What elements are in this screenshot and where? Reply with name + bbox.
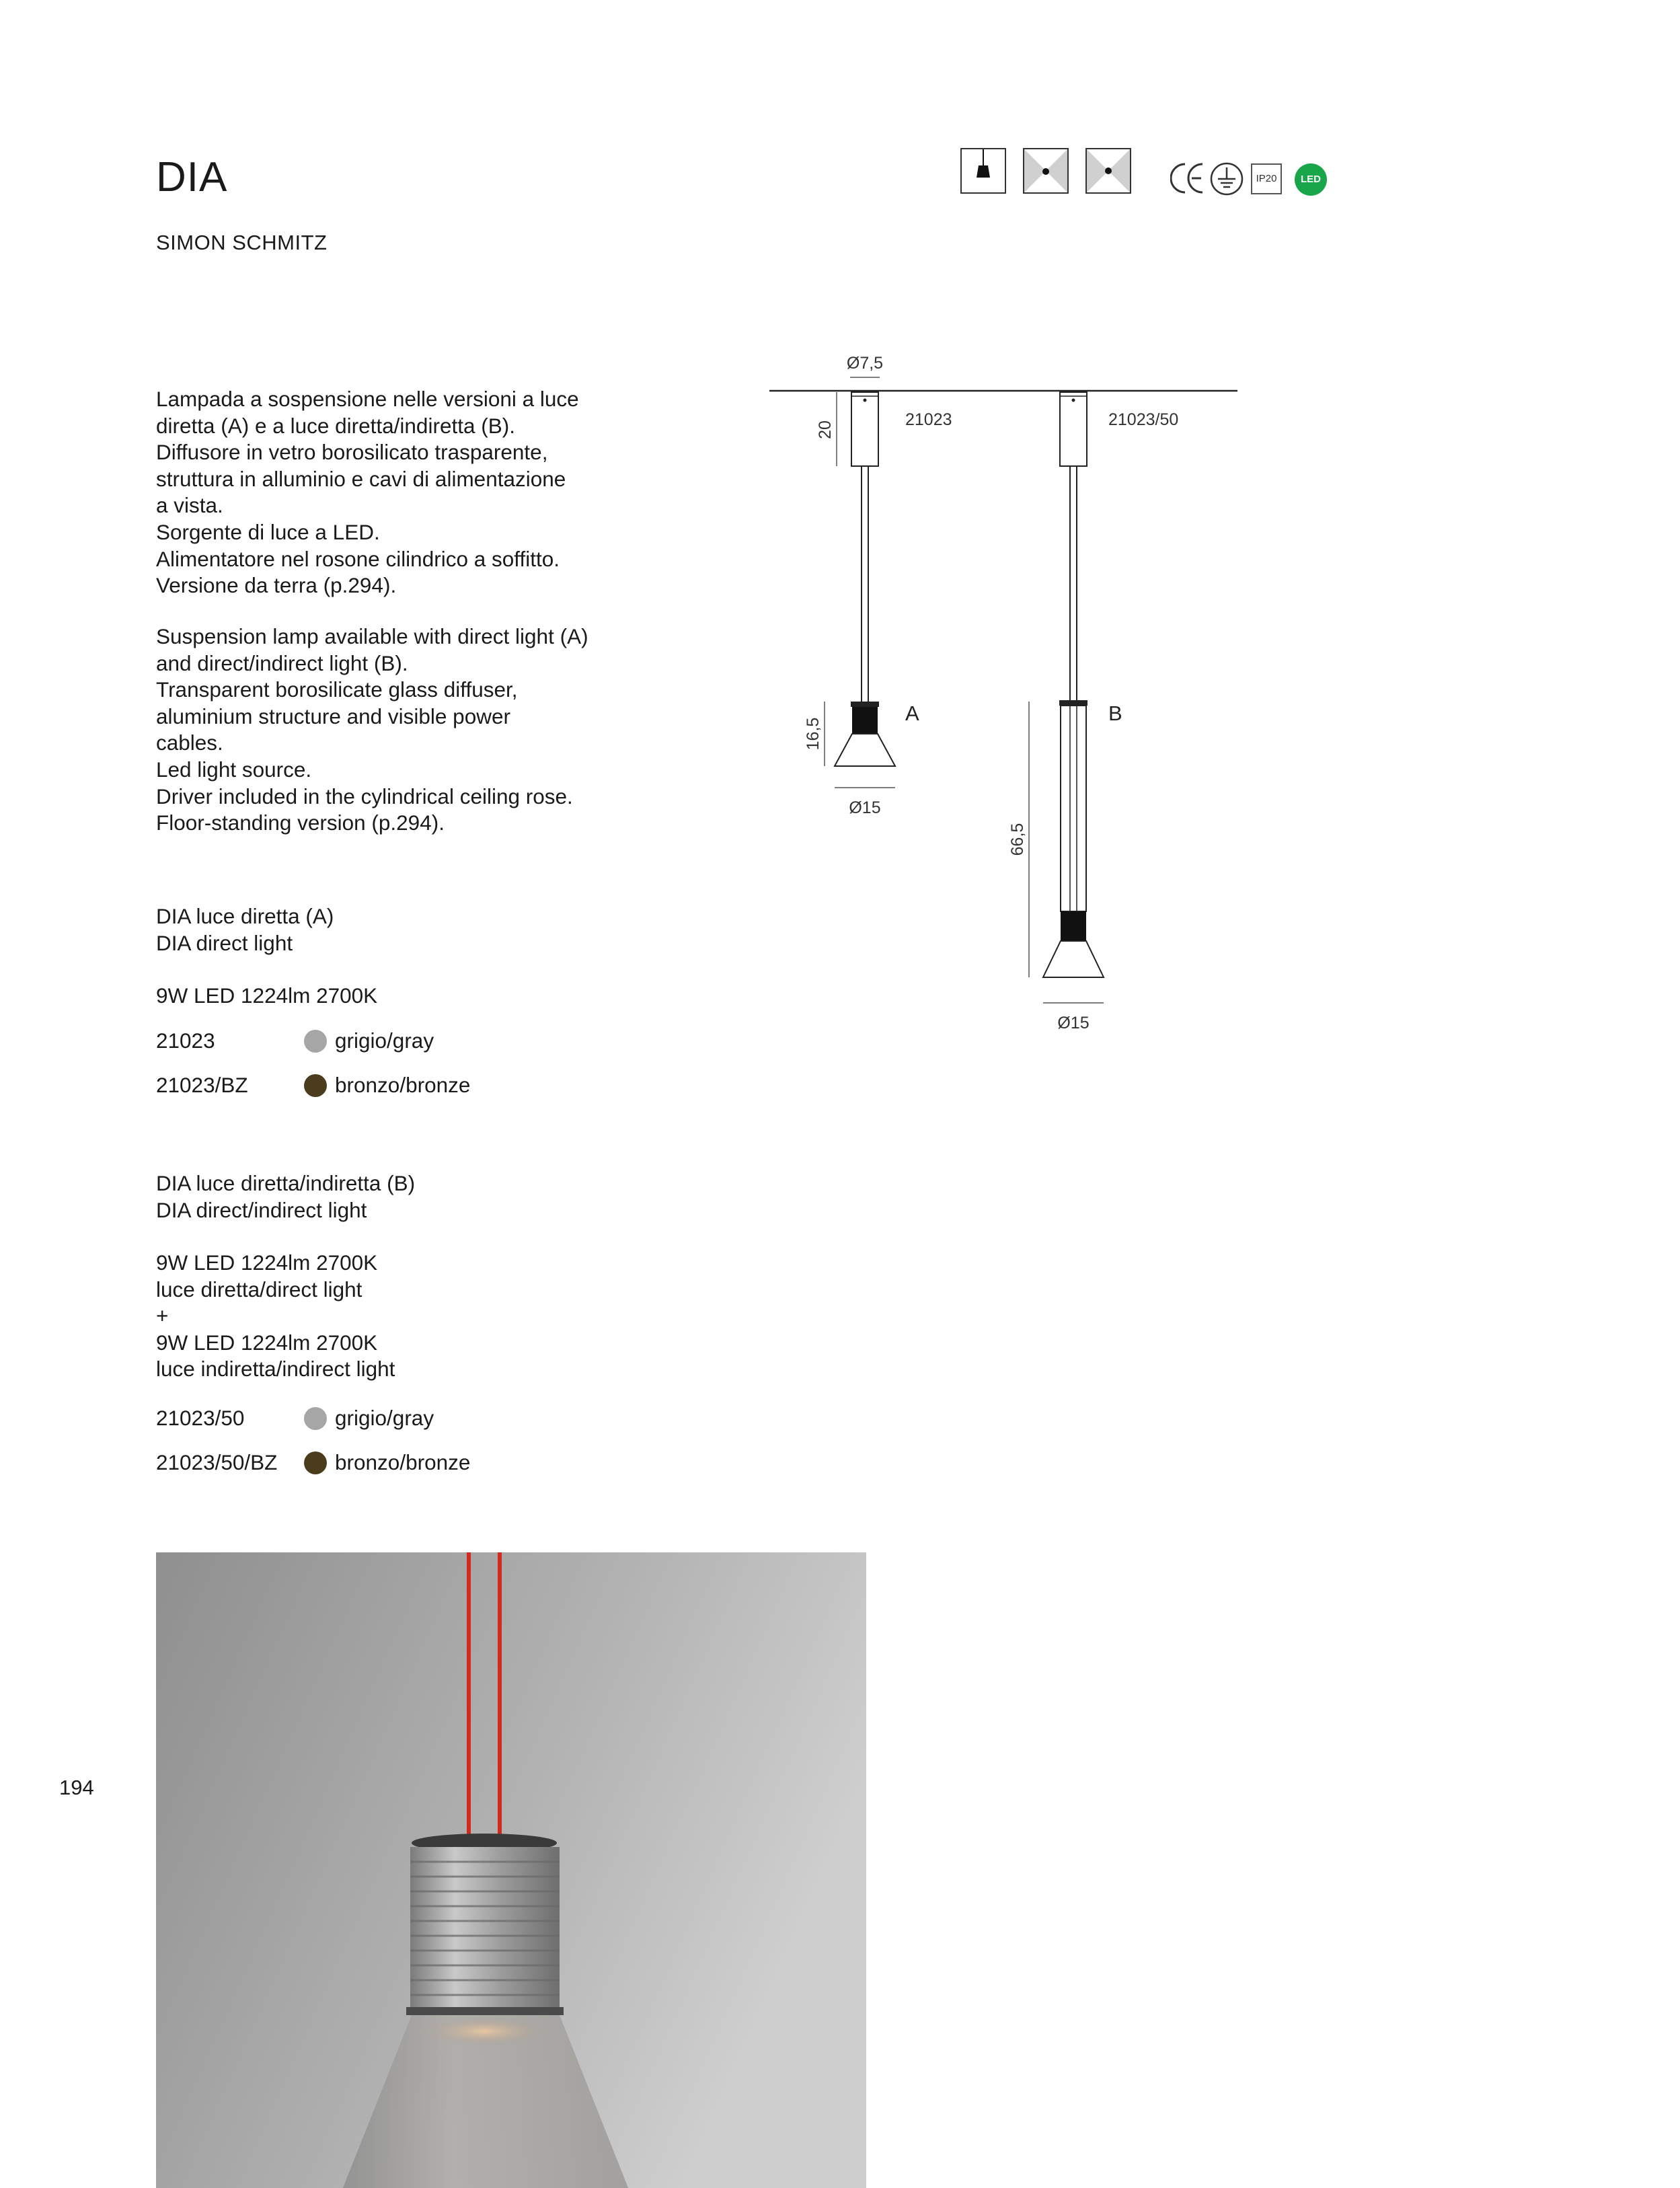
diameter-a-label: Ø15: [849, 798, 881, 817]
direct-indirect-light-icon: [1085, 148, 1131, 194]
description-italian: [156, 386, 647, 599]
label-b: B: [1108, 702, 1122, 725]
product-title: DIA: [156, 154, 228, 200]
label-a: A: [905, 702, 919, 725]
version-a-spec: 9W LED 1224lm 2700K: [156, 983, 378, 1008]
description-line: Diffusore in vetro borosilicato trasparente,: [156, 440, 548, 465]
description-line: diretta (A) e a luce diretta/indiretta (B).: [156, 413, 515, 438]
description-line: Alimentatore nel rosone cilindrico a soffitto.: [156, 546, 560, 571]
description-line: Led light source.: [156, 757, 312, 782]
height-b-label: 66,5: [1008, 823, 1027, 856]
product-code: 21023/BZ: [156, 1073, 248, 1097]
finish-name: grigio/gray: [335, 1028, 434, 1053]
finish-name: bronzo/bronze: [335, 1450, 471, 1474]
led-icon: LED: [1295, 163, 1327, 196]
class-1-earth-icon: [1209, 161, 1244, 200]
product-code: 21023/50: [156, 1406, 245, 1430]
product-code: 21023: [156, 1028, 215, 1053]
description-line: aluminium structure and visible power: [156, 704, 510, 728]
finish-swatch-gray: [304, 1407, 327, 1430]
ce-mark-icon: [1170, 161, 1205, 198]
description-line: a vista.: [156, 493, 223, 518]
technical-drawing: [753, 346, 1251, 1046]
finish-name: bronzo/bronze: [335, 1073, 471, 1097]
version-a-title: [156, 903, 334, 956]
lamp-b-drawing: [1043, 392, 1104, 977]
finish-swatch-bronze: [304, 1074, 327, 1097]
rose-diameter-label: Ø7,5: [846, 354, 884, 373]
direct-light-icon: [1023, 148, 1069, 194]
description-line: Suspension lamp available with direct light (A): [156, 624, 588, 648]
description-english: [156, 624, 647, 837]
version-a-name-it: DIA luce diretta (A): [156, 904, 334, 928]
description-line: Sorgente di luce a LED.: [156, 519, 380, 544]
description-line: Floor-standing version (p.294).: [156, 810, 445, 835]
spec-line: 9W LED 1224lm 2700K: [156, 1250, 378, 1275]
spec-line: 9W LED 1224lm 2700K: [156, 1330, 378, 1355]
description-line: struttura in alluminio e cavi di alimentazione: [156, 466, 566, 491]
product-code: 21023/50/BZ: [156, 1450, 278, 1474]
description-line: cables.: [156, 730, 223, 755]
spec-line: luce indiretta/indirect light: [156, 1357, 395, 1382]
diameter-b-label: Ø15: [1057, 1014, 1090, 1032]
version-b-title: [156, 1170, 415, 1223]
product-photo: [156, 1552, 866, 2188]
designer-name: SIMON SCHMITZ: [156, 231, 328, 254]
finish-swatch-bronze: [304, 1451, 327, 1474]
ip20-icon: IP20: [1251, 163, 1282, 194]
description-line: Lampada a sospensione nelle versioni a luce: [156, 387, 579, 411]
rose-height-label: 20: [816, 420, 835, 439]
description-line: Transparent borosilicate glass diffuser,: [156, 677, 518, 702]
page-number: 194: [59, 1776, 94, 1799]
pendant-lamp-icon: [960, 148, 1006, 194]
spec-line: +: [156, 1304, 169, 1328]
description-line: Driver included in the cylindrical ceiling rose.: [156, 784, 573, 808]
version-a-name-en: DIA direct light: [156, 930, 293, 955]
code-b-label: 21023/50: [1108, 410, 1179, 429]
code-a-label: 21023: [905, 410, 952, 429]
lamp-a-drawing: [835, 392, 895, 766]
version-b-name-it: DIA luce diretta/indiretta (B): [156, 1171, 416, 1195]
description-line: and direct/indirect light (B).: [156, 650, 408, 675]
height-a-label: 16,5: [804, 717, 823, 751]
version-b-name-en: DIA direct/indirect light: [156, 1197, 367, 1222]
finish-swatch-gray: [304, 1030, 327, 1053]
spec-line: luce diretta/direct light: [156, 1277, 362, 1302]
description-line: Versione da terra (p.294).: [156, 573, 397, 598]
version-b-spec: [156, 1250, 395, 1383]
finish-name: grigio/gray: [335, 1406, 434, 1430]
